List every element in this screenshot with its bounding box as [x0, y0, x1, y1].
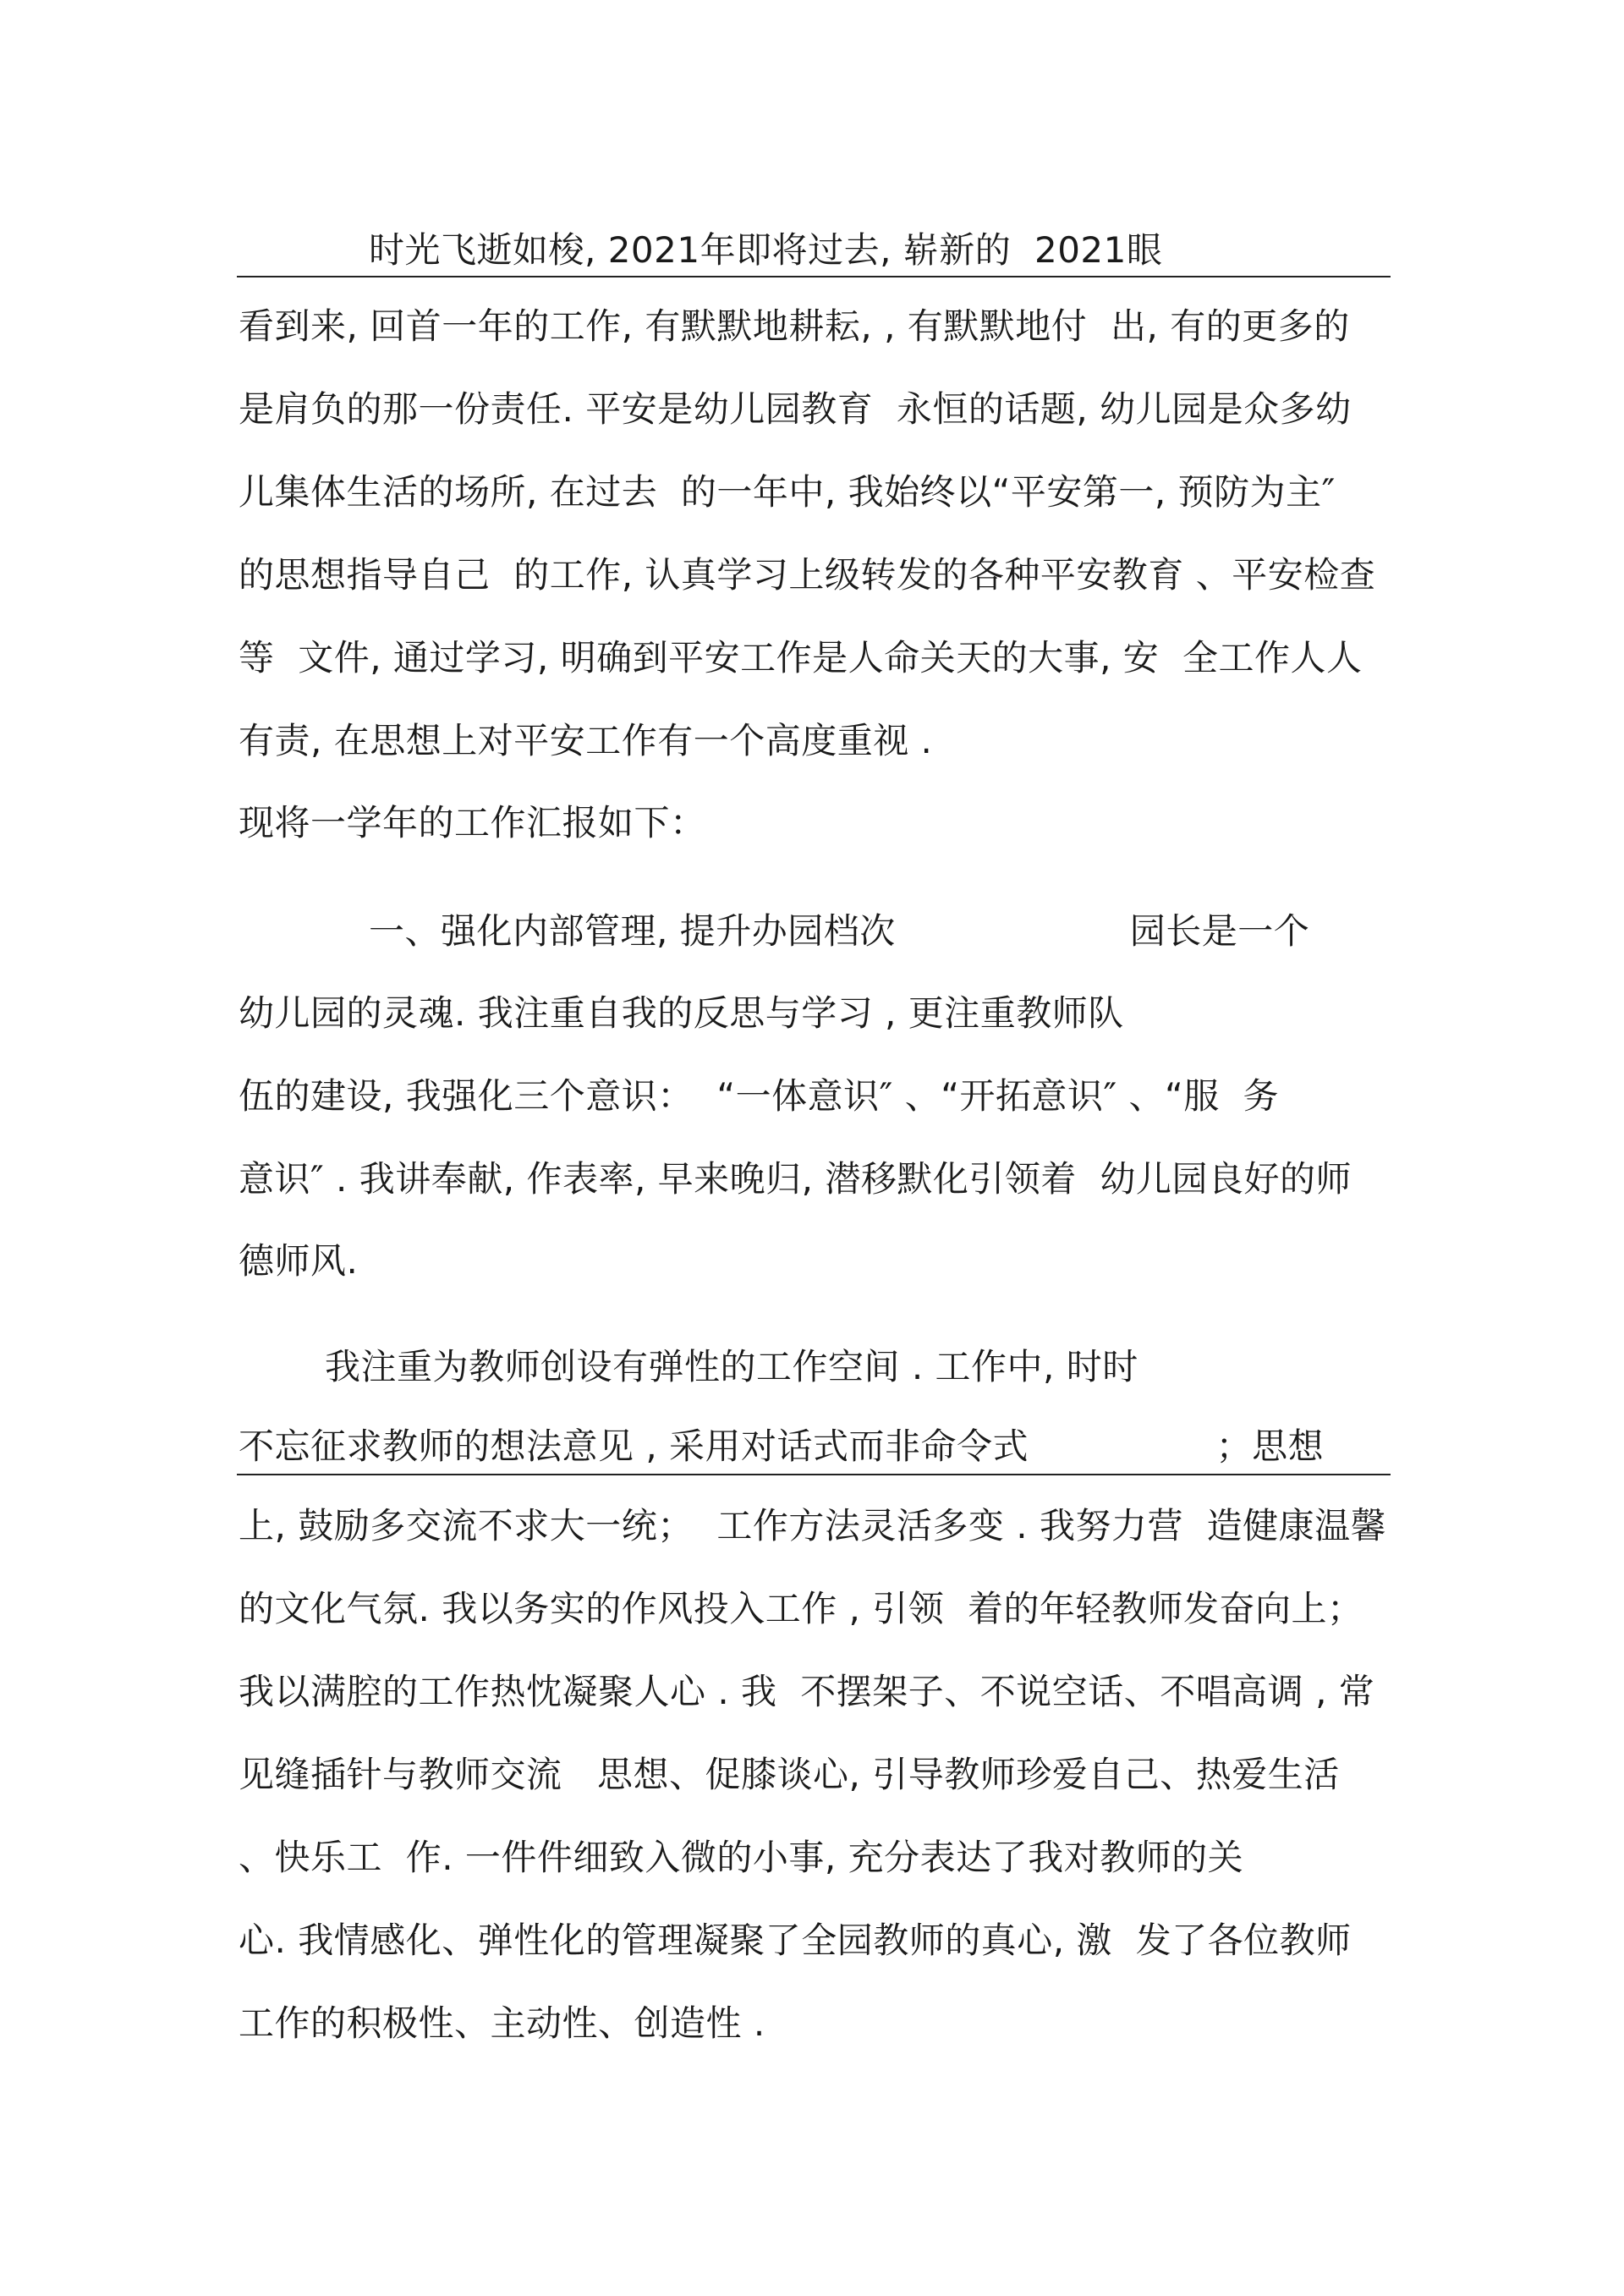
- text-line-6: 等 文件, 通过学习, 明确到平安工作是人命关天的大事, 安 全工作人人: [239, 637, 1363, 678]
- text-line-13: 德师风.: [239, 1240, 359, 1282]
- text-line-21: 心. 我情感化、弹性化的管理凝聚了全园教师的真心, 激 发了各位教师: [239, 1920, 1352, 1961]
- text-line-15: 不忘征求教师的想法意见 , 采用对话式而非命令式 ；思想: [239, 1425, 1325, 1467]
- text-line-10: 幼儿园的灵魂. 我注重自我的反思与学习 , 更注重教师队: [239, 992, 1124, 1034]
- text-line-16: 上, 鼓励多交流不求大一统； 工作方法灵活多变 . 我努力营 造健康温馨: [239, 1505, 1387, 1546]
- text-line-2: 看到来, 回首一年的工作, 有默默地耕耘, , 有默默地付 出, 有的更多的: [239, 305, 1350, 347]
- text-line-17: 的文化气氛. 我以务实的作风投入工作 , 引领 着的年轻教师发奋向上；: [239, 1588, 1363, 1629]
- text-line-4: 儿集体生活的场所, 在过去 的一年中, 我始终以“平安第一, 预防为主″: [239, 471, 1336, 513]
- text-line-18: 我以满腔的工作热忱凝聚人心 . 我 不摆架子、不说空话、不唱高调 , 常: [239, 1671, 1375, 1712]
- text-line-12: 意识″ . 我讲奉献, 作表率, 早来晚归, 潜移默化引领着 幼儿园良好的师: [239, 1158, 1352, 1200]
- text-line-3: 是肩负的那一份责任. 平安是幼儿园教育 永恒的话题, 幼儿园是众多幼: [239, 388, 1352, 430]
- text-line-8: 现将一学年的工作汇报如下：: [239, 802, 706, 843]
- text-line-1: 时光飞逝如梭, 2021年即将过去, 崭新的 2021眼: [369, 229, 1163, 271]
- text-line-11: 伍的建设, 我强化三个意识： “一体意识″ 、“开拓意识″ 、“服 务: [239, 1075, 1279, 1117]
- text-line-20: 、快乐工 作. 一件件细致入微的小事, 充分表达了我对教师的关: [239, 1837, 1244, 1878]
- section-heading-1: 一、强化内部管理, 提升办园档次 园长是一个: [369, 910, 1310, 952]
- text-line-5: 的思想指导自己 的工作, 认真学习上级转发的各种平安教育 、平安检查: [239, 554, 1376, 596]
- text-line-22: 工作的积极性、主动性、创造性 .: [239, 2002, 765, 2044]
- underline-rule-2: [237, 1474, 1391, 1475]
- underline-rule-1: [237, 276, 1391, 277]
- text-line-14: 我注重为教师创设有弹性的工作空间 . 工作中, 时时: [325, 1346, 1138, 1387]
- text-line-7: 有责, 在思想上对平安工作有一个高度重视 .: [239, 720, 933, 761]
- text-line-19: 见缝插针与教师交流 思想、促膝谈心, 引导教师珍爱自己、热爱生活: [239, 1754, 1340, 1795]
